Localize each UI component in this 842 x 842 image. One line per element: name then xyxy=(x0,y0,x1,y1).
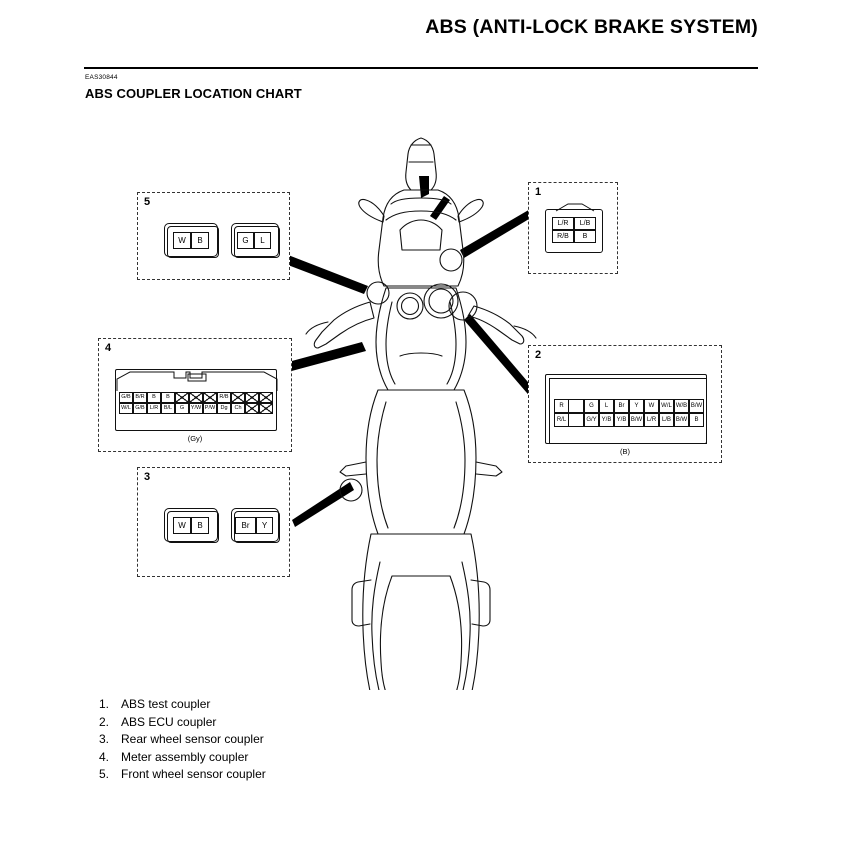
coupler-1-pin: L/R xyxy=(552,217,574,230)
coupler-4-pin: Dg xyxy=(217,403,231,414)
coupler-2-pin: Y/B xyxy=(599,413,614,427)
legend-list xyxy=(99,697,266,785)
coupler-2-pin: B/W xyxy=(689,399,704,413)
coupler-2-pin: L/R xyxy=(644,413,659,427)
legend-label: Front wheel sensor coupler xyxy=(121,767,266,781)
coupler-4-pin: Y/W xyxy=(189,403,203,414)
coupler-4-pin: B xyxy=(147,392,161,403)
coupler-4-pin: W/L xyxy=(119,403,133,414)
list-item xyxy=(99,715,266,729)
coupler-3-pin: W xyxy=(173,517,191,534)
eas-code: EAS30844 xyxy=(85,74,118,81)
callout-3-rear-wheel-sensor-coupler xyxy=(137,467,290,577)
callout-2-number: 2 xyxy=(535,349,542,361)
coupler-4-pin-blank xyxy=(259,403,273,414)
coupler-2-pin-gap xyxy=(569,413,584,427)
coupler-3-pin: B xyxy=(191,517,209,534)
coupler-4-pin-blank xyxy=(259,392,273,403)
coupler-4-sub-label: (Gy) xyxy=(187,434,203,443)
legend-number: 1. xyxy=(99,697,110,711)
coupler-5-pin: W xyxy=(173,232,191,249)
list-item xyxy=(99,697,266,711)
coupler-3-pin: Y xyxy=(256,517,273,534)
coupler-4-pin-blank xyxy=(245,403,259,414)
coupler-4-pin-blank xyxy=(231,392,245,403)
coupler-2-pin: W/B xyxy=(674,399,689,413)
coupler-4-pin-blank xyxy=(189,392,203,403)
coupler-1-shell xyxy=(545,209,603,253)
coupler-4-pin: G/B xyxy=(119,392,133,403)
coupler-2-sub-label: (B) xyxy=(620,447,630,456)
coupler-4-pin-blank xyxy=(175,392,189,403)
list-item xyxy=(99,732,266,746)
coupler-5-pin: L xyxy=(254,232,271,249)
coupler-4-pin-blank xyxy=(245,392,259,403)
coupler-4-pin-blank xyxy=(203,392,217,403)
coupler-2-pin-gap xyxy=(569,399,584,413)
coupler-2-pin: L/B xyxy=(659,413,674,427)
coupler-4-pin: B xyxy=(161,392,175,403)
coupler-2-pin: R/L xyxy=(554,413,569,427)
coupler-2-pin: G xyxy=(584,399,599,413)
coupler-2-pin: R xyxy=(554,399,569,413)
coupler-2-shell xyxy=(545,374,707,444)
section-title: ABS COUPLER LOCATION CHART xyxy=(85,86,302,101)
coupler-4-pin: R/B xyxy=(217,392,231,403)
callout-1-abs-test-coupler xyxy=(528,182,618,274)
legend-label: Rear wheel sensor coupler xyxy=(121,732,264,746)
callout-4-number: 4 xyxy=(105,342,112,354)
header-divider xyxy=(84,67,758,69)
coupler-4-shell xyxy=(115,369,277,431)
coupler-4-pin: P/W xyxy=(203,403,217,414)
coupler-2-pin: Y/B xyxy=(614,413,629,427)
callout-3-number: 3 xyxy=(144,471,151,483)
coupler-location-diagram xyxy=(0,110,842,690)
coupler-2-pin: L xyxy=(599,399,614,413)
coupler-2-pin: W/L xyxy=(659,399,674,413)
coupler-5-left-shell xyxy=(164,223,218,257)
coupler-4-pin: B/L xyxy=(161,403,175,414)
coupler-3-right-shell xyxy=(231,508,279,542)
callout-1-number: 1 xyxy=(535,186,542,198)
coupler-4-pin: Ch xyxy=(231,403,245,414)
callout-5-number: 5 xyxy=(144,196,151,208)
legend-number: 4. xyxy=(99,749,110,764)
coupler-2-pin: G/Y xyxy=(584,413,599,427)
legend-number: 3. xyxy=(99,732,110,746)
list-item xyxy=(99,767,266,781)
coupler-1-pin: L/B xyxy=(574,217,596,230)
coupler-5-pin: B xyxy=(191,232,209,249)
coupler-4-pin: G xyxy=(175,403,189,414)
coupler-2-pin: Y xyxy=(629,399,644,413)
callout-4-meter-assembly-coupler xyxy=(98,338,292,452)
coupler-2-pin: Br xyxy=(614,399,629,413)
coupler-1-pin: R/B xyxy=(552,230,574,243)
callout-5-front-wheel-sensor-coupler xyxy=(137,192,290,280)
page-title: ABS (ANTI-LOCK BRAKE SYSTEM) xyxy=(425,16,758,38)
legend-number: 5. xyxy=(99,767,110,781)
coupler-5-pin: G xyxy=(237,232,254,249)
coupler-5-right-shell xyxy=(231,223,279,257)
coupler-2-pin: W xyxy=(644,399,659,413)
coupler-3-pin: Br xyxy=(235,517,256,534)
legend-label: ABS test coupler xyxy=(121,697,211,711)
legend-label: Meter assembly coupler xyxy=(121,749,249,764)
list-item xyxy=(99,750,266,764)
callout-2-abs-ecu-coupler xyxy=(528,345,722,463)
coupler-1-pin: B xyxy=(574,230,596,243)
coupler-4-pin: L/R xyxy=(147,403,161,414)
coupler-4-pin: G/B xyxy=(133,403,147,414)
legend-number: 2. xyxy=(99,714,110,729)
coupler-2-pin: B/W xyxy=(629,413,644,427)
coupler-3-left-shell xyxy=(164,508,218,542)
coupler-4-pin: B/R xyxy=(133,392,147,403)
coupler-2-pin: B/W xyxy=(674,413,689,427)
coupler-2-pin: B xyxy=(689,413,704,427)
legend-label: ABS ECU coupler xyxy=(121,714,217,729)
